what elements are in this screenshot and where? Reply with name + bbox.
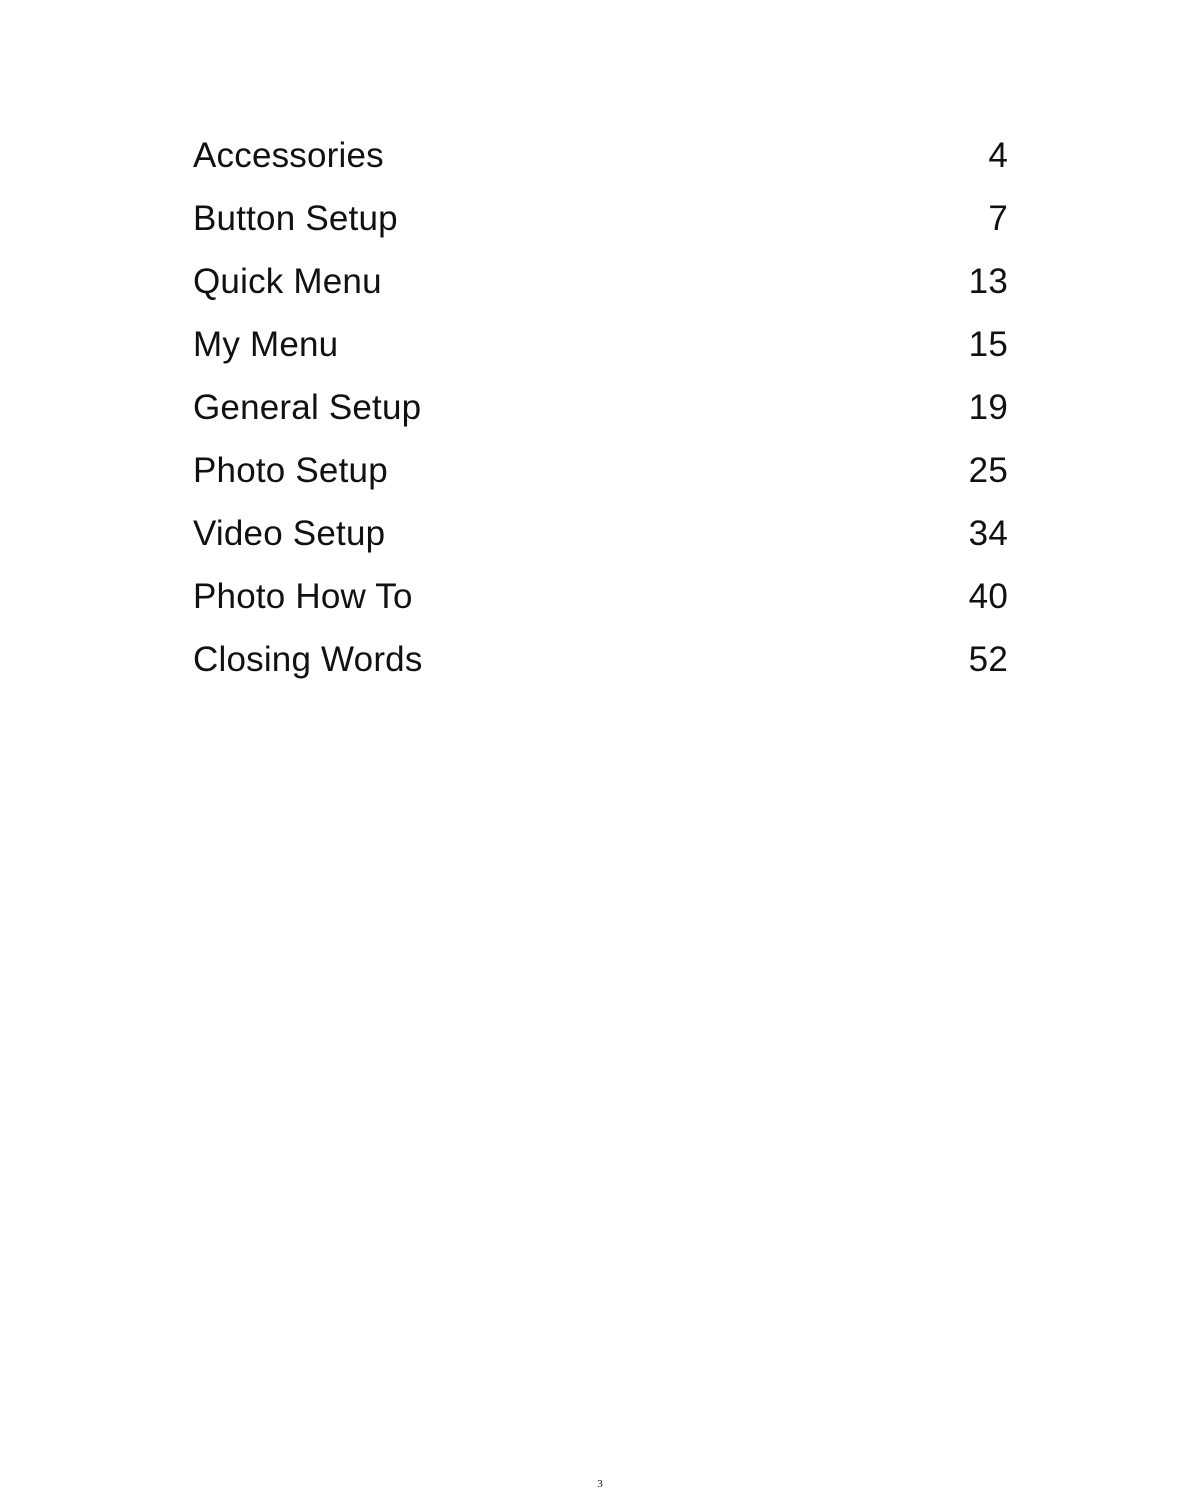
toc-entry-title: Photo How To: [193, 577, 413, 616]
toc-entry-photo-how-to[interactable]: [193, 565, 1008, 628]
toc-entry-title: Closing Words: [193, 640, 423, 679]
toc-entry-photo-setup[interactable]: [193, 439, 1008, 502]
toc-entry-title: General Setup: [193, 388, 422, 427]
toc-entry-quick-menu[interactable]: [193, 250, 1008, 313]
toc-entry-page-number: 15: [968, 325, 1008, 364]
toc-entry-page-number: 52: [968, 640, 1008, 679]
toc-entry-accessories[interactable]: [193, 124, 1008, 187]
toc-entry-video-setup[interactable]: [193, 502, 1008, 565]
toc-entry-my-menu[interactable]: [193, 313, 1008, 376]
table-of-contents: [193, 124, 1008, 691]
toc-entry-page-number: 7: [988, 199, 1008, 238]
toc-entry-title: Accessories: [193, 136, 384, 175]
toc-entry-page-number: 40: [968, 577, 1008, 616]
toc-entry-general-setup[interactable]: [193, 376, 1008, 439]
toc-entry-page-number: 25: [968, 451, 1008, 490]
toc-entry-button-setup[interactable]: [193, 187, 1008, 250]
page-number: 3: [597, 1478, 603, 1490]
toc-entry-page-number: 13: [968, 262, 1008, 301]
toc-entry-page-number: 4: [988, 136, 1008, 175]
toc-entry-title: My Menu: [193, 325, 339, 364]
toc-entry-title: Photo Setup: [193, 451, 388, 490]
toc-entry-closing-words[interactable]: [193, 628, 1008, 691]
toc-entry-page-number: 19: [968, 388, 1008, 427]
toc-entry-page-number: 34: [968, 514, 1008, 553]
toc-entry-title: Button Setup: [193, 199, 398, 238]
toc-entry-title: Video Setup: [193, 514, 386, 553]
toc-entry-title: Quick Menu: [193, 262, 382, 301]
